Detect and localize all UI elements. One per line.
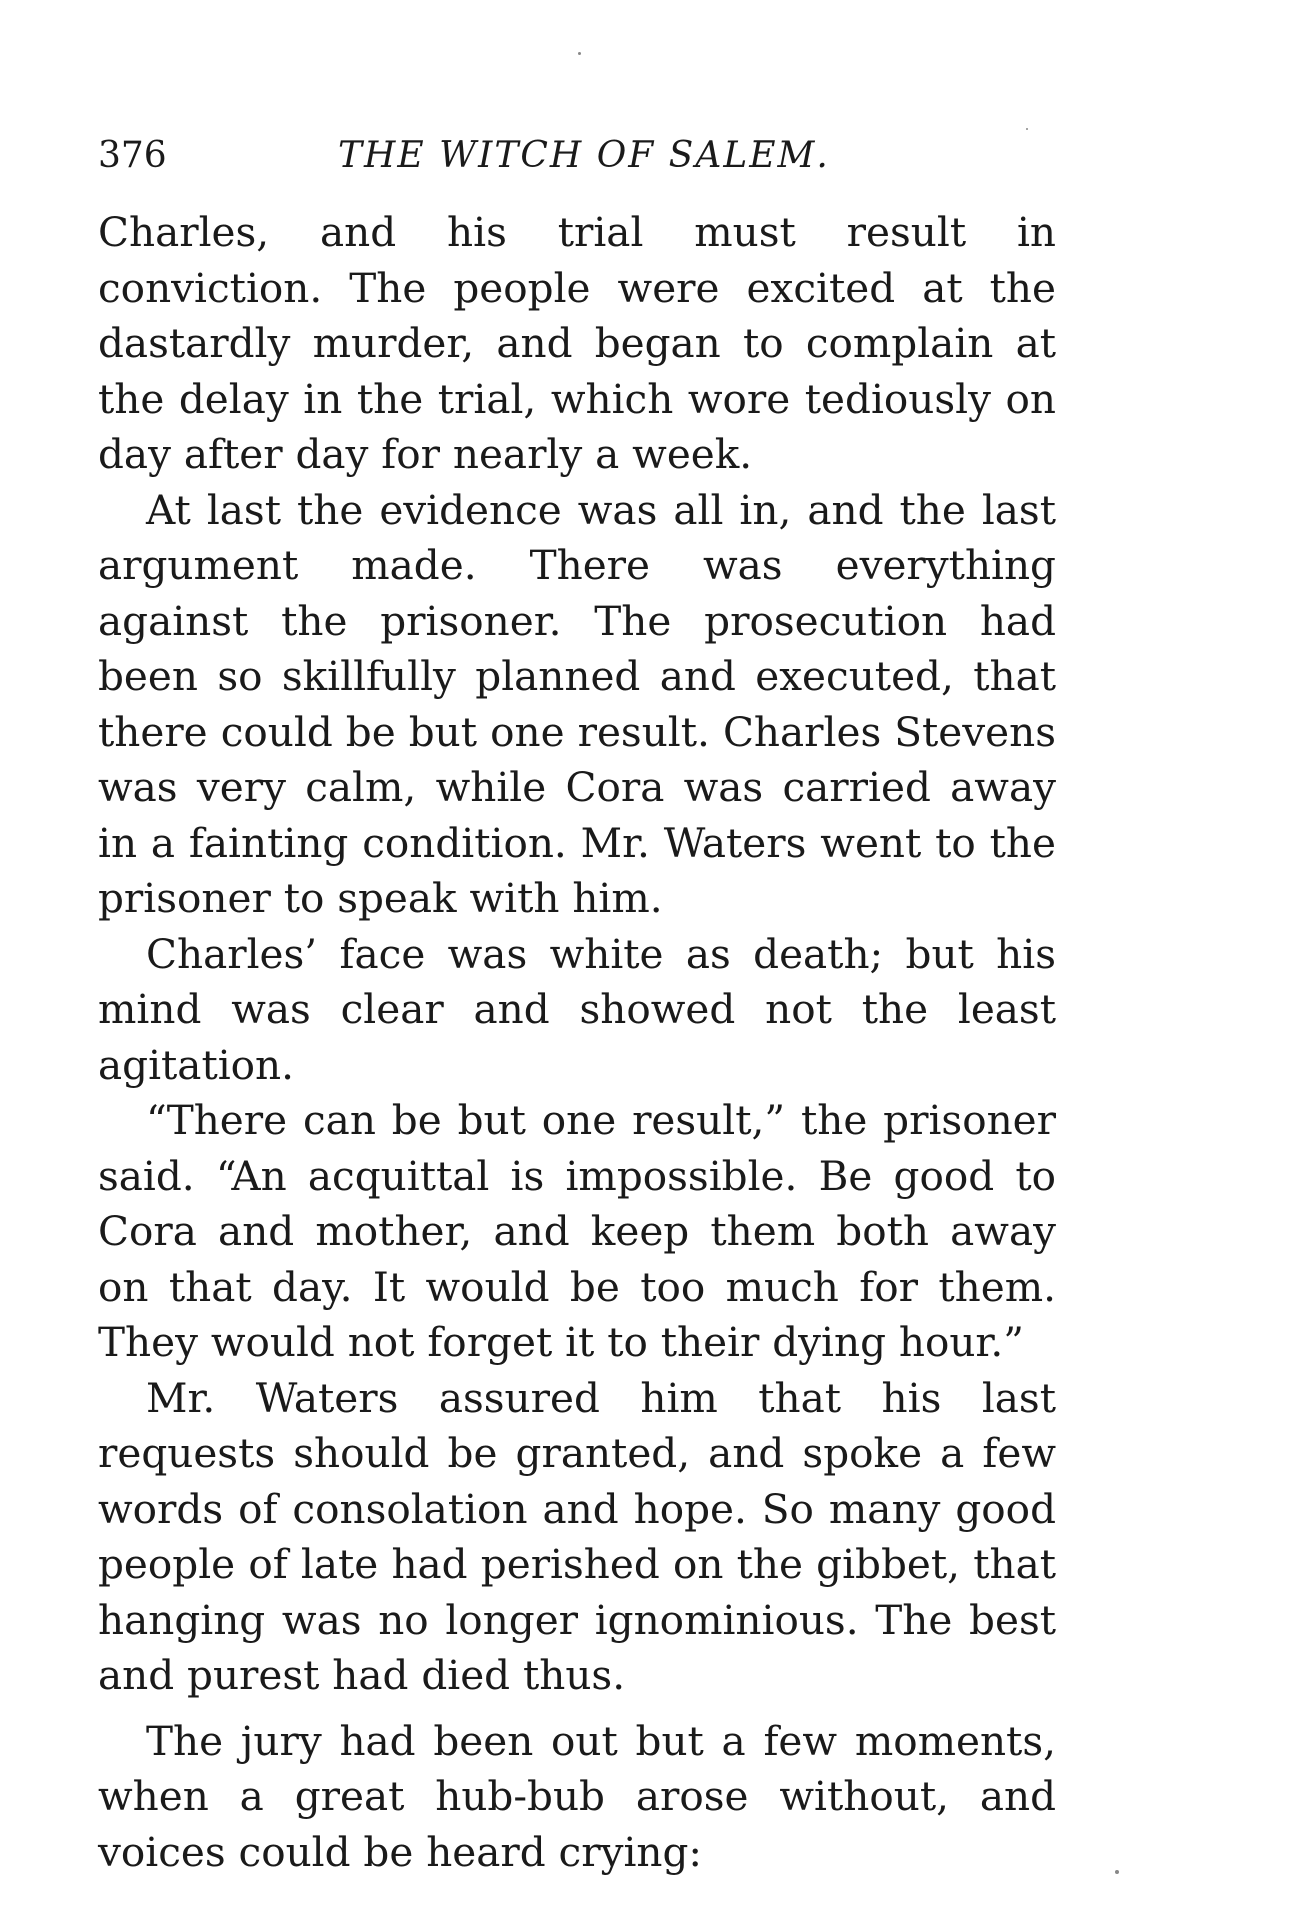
- print-speck: [1026, 128, 1028, 130]
- paragraph: Mr. Waters assured him that his last requests should be granted, and spoke a few words of consolation and hope. So many good people of late had perished on the gibbet, that hanging was no longer ignominious. The best and purest had died thus.: [98, 1373, 1056, 1699]
- paragraph: The jury had been out but a few moments, when a great hub-bub arose without, and voices could be heard crying:: [98, 1716, 1056, 1876]
- running-title: THE WITCH OF SALEM.: [338, 135, 830, 176]
- paragraph: “There can be but one result,” the prisoner said. “An acquittal is impossible. Be good to Cora and mother, and keep them both away on that day. It would be too much for them. They would not forget it to their dying hour.”: [98, 1096, 1056, 1366]
- page-header: [98, 135, 1056, 185]
- paragraph: Charles, and his trial must result in conviction. The people were excited at the dastardly murder, and began to complain at the delay in the trial, which wore tediously on day after day for nearly a week.: [98, 208, 1056, 478]
- page-number: 376: [98, 135, 167, 176]
- print-speck: [1115, 1870, 1119, 1874]
- paragraph: Charles’ face was white as death; but his mind was clear and showed not the least agitation.: [98, 929, 1056, 1089]
- paragraph: At last the evidence was all in, and the last argument made. There was everything against the prisoner. The prosecution had been so skillfully planned and executed, that there could be but one result. Charles Stevens was very calm, while Cora was carried away in a fainting condition. Mr. Waters went to the prisoner to speak with him.: [98, 485, 1056, 922]
- page-body: [98, 205, 1056, 1880]
- print-speck: [578, 52, 581, 55]
